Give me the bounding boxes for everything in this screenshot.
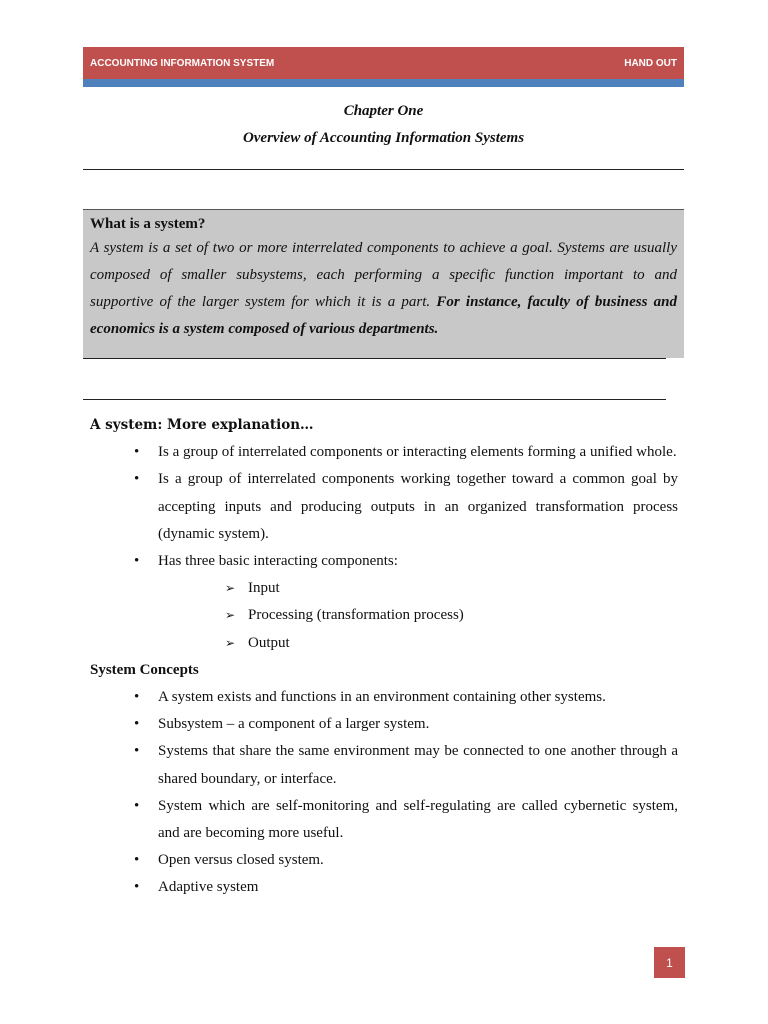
bullet-icon: •	[134, 444, 140, 461]
list-item-text: System which are self-monitoring and self-regulating are called cybernetic system, and are becoming more useful.	[158, 797, 678, 842]
list-item	[90, 711, 678, 738]
system-concepts-list	[90, 684, 678, 902]
system-concepts-heading: System Concepts	[90, 661, 199, 678]
divider-top	[83, 169, 684, 170]
list-item	[90, 874, 678, 901]
list-item	[90, 847, 678, 874]
list-item-text: Open versus closed system.	[158, 852, 324, 869]
header-title: ACCOUNTING INFORMATION SYSTEM	[90, 57, 275, 69]
component-text: Processing (transformation process)	[248, 607, 464, 624]
definition-body: A system is a set of two or more interrelated components to achieve a goal. Systems are usually composed of smaller subsystems, each performing a specific function important to and supportive of the larger system for which it is a part.	[90, 240, 677, 310]
explanation-heading: A system: More explanation…	[90, 417, 314, 433]
list-item	[90, 793, 678, 847]
list-item-text: Adaptive system	[158, 879, 259, 896]
bullet-icon: •	[134, 471, 140, 488]
list-item-text: Is a group of interrelated components or interacting elements forming a unified whole.	[158, 444, 677, 461]
header-handout-label: HAND OUT	[624, 57, 677, 69]
list-item-text: Systems that share the same environment may be connected to one another through a shared boundary, or interface.	[158, 743, 678, 787]
divider-lower	[83, 399, 666, 400]
main-content	[90, 412, 678, 902]
list-item	[90, 630, 678, 657]
list-item-text: Has three basic interacting components:	[158, 553, 398, 570]
list-item	[90, 548, 678, 575]
definition-emphasis: For instance, faculty of business and economics is a system composed of various departments.	[90, 294, 677, 337]
list-item-text: A system exists and functions in an environment containing other systems.	[158, 689, 606, 706]
list-item	[90, 575, 678, 602]
bullet-icon: •	[134, 553, 140, 570]
list-item-text: Is a group of interrelated components working together toward a common goal by accepting inputs and producing outputs in an organized transformation process (dynamic system).	[158, 471, 678, 542]
explanation-list	[90, 439, 678, 575]
arrow-bullet-icon: ➢	[225, 608, 236, 623]
arrow-bullet-icon: ➢	[225, 635, 236, 650]
bullet-icon: •	[134, 743, 140, 760]
chapter-subtitle: Overview of Accounting Information Systems	[242, 130, 525, 146]
list-item-text: Subsystem – a component of a larger system.	[158, 716, 430, 733]
list-item	[90, 466, 678, 548]
component-text: Output	[248, 634, 290, 651]
definition-box	[83, 209, 684, 358]
header-accent-stripe	[83, 79, 684, 87]
list-item	[90, 439, 678, 466]
components-list	[90, 575, 678, 657]
list-item	[90, 738, 678, 792]
bullet-icon: •	[134, 689, 140, 706]
bullet-icon: •	[134, 852, 140, 869]
page-number: 1	[654, 947, 685, 978]
bullet-icon: •	[134, 716, 140, 733]
document-header	[83, 47, 684, 79]
bullet-icon: •	[134, 879, 140, 896]
chapter-title: Chapter One	[343, 103, 424, 119]
arrow-bullet-icon: ➢	[225, 581, 236, 596]
list-item	[90, 684, 678, 711]
list-item	[90, 602, 678, 629]
definition-question: What is a system?	[90, 216, 206, 232]
bullet-icon: •	[134, 797, 140, 814]
definition-text	[90, 235, 677, 343]
component-text: Input	[248, 580, 280, 597]
divider-middle	[83, 358, 666, 359]
